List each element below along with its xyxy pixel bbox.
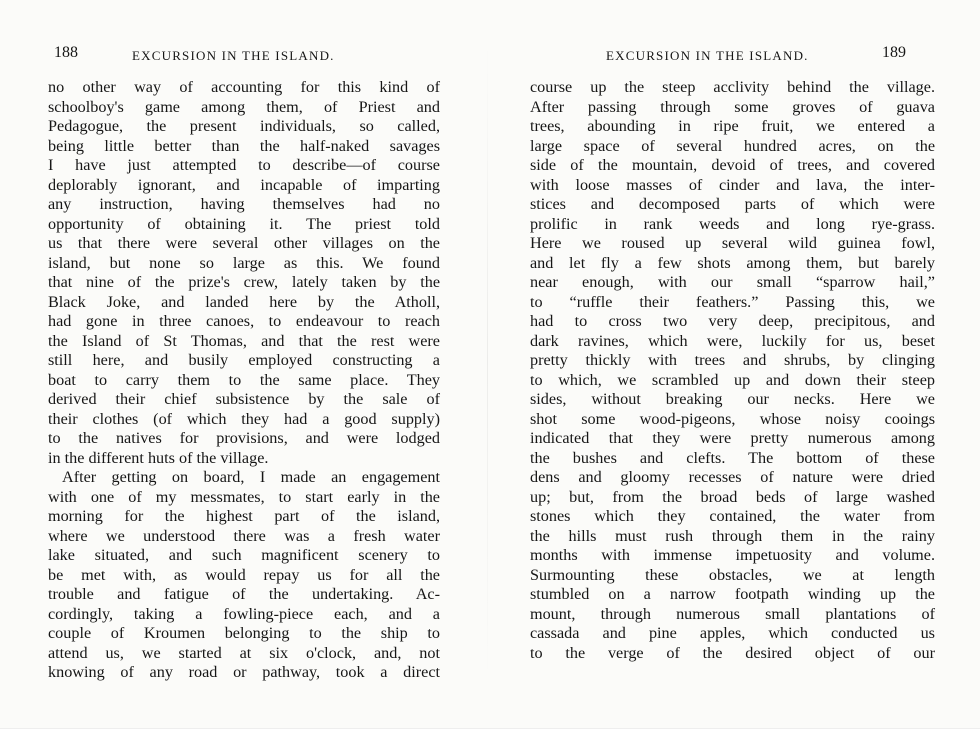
text-line: the bushes and clefts. The bottom of these [530, 448, 935, 467]
text-line: boat to carry them to the same place. They [48, 370, 440, 389]
text-line: to the natives for provisions, and were lodged [48, 429, 440, 447]
text-line: shot some wood-pigeons, whose noisy cooings [530, 409, 935, 428]
text-line: sides, without breaking our necks. Here we [530, 390, 935, 408]
text-line: their clothes (of which they had a good supply) [48, 409, 440, 428]
text-line: where we understood there was a fresh water [48, 526, 440, 545]
text-line: indicated that they were pretty numerous among [530, 429, 935, 447]
text-line: the hills must rush through them in the rainy [530, 526, 935, 545]
text-line: cassada and pine apples, which conducted us [530, 624, 935, 642]
text-line: I have just attempted to describe—of course [48, 156, 440, 174]
text-line: to “ruffle their feathers.” Passing this, we [530, 292, 935, 311]
text-line: stices and decomposed parts of which were [530, 195, 935, 213]
text-line: lake situated, and such magnificent scenery to [48, 546, 440, 564]
text-line: large space of several hundred acres, on the [530, 136, 935, 155]
right-page-header [530, 44, 935, 66]
text-line: that nine of the prize's crew, lately taken by the [48, 273, 440, 291]
left-page-header [48, 44, 440, 66]
text-line: in the different huts of the village. [48, 448, 269, 467]
text-line: After passing through some groves of guava [530, 97, 935, 116]
text-line: with one of my messmates, to start early in the [48, 487, 440, 506]
text-line: opportunity of obtaining it. The priest told [48, 214, 440, 233]
right-running-head: EXCURSION IN THE ISLAND. [606, 48, 809, 63]
right-page-body [530, 78, 935, 663]
text-line: up; but, from the broad beds of large washed [530, 487, 935, 506]
text-line: morning for the highest part of the island, [48, 507, 440, 525]
text-line: being little better than the half-naked savages [48, 136, 440, 155]
text-line: mount, through numerous small plantations of [530, 604, 935, 623]
text-line: deplorably ignorant, and incapable of imparting [48, 175, 440, 194]
text-line: near enough, with our small “sparrow hail,” [530, 273, 935, 291]
text-line: cordingly, taking a fowling-piece each, and a [48, 604, 440, 623]
left-running-head: EXCURSION IN THE ISLAND. [132, 48, 335, 63]
text-line: stumbled on a narrow footpath winding up the [530, 585, 935, 603]
text-line: prolific in rank weeds and long rye-grass. [530, 214, 935, 233]
text-line: pretty thickly with trees and shrubs, by clinging [530, 351, 935, 369]
text-line: with loose masses of cinder and lava, the inter- [530, 175, 935, 194]
text-line: dens and gloomy recesses of nature were dried [530, 468, 935, 486]
text-line: Black Joke, and landed here by the Atholl, [48, 292, 440, 311]
text-line: the Island of St Thomas, and that the rest were [48, 331, 440, 350]
text-line: months with immense impetuosity and volume. [530, 546, 935, 564]
text-line: had gone in three canoes, to endeavour to reach [48, 312, 440, 330]
text-line: any instruction, having themselves had no [48, 195, 440, 213]
text-line: no other way of accounting for this kind of [48, 78, 440, 96]
text-line: course up the steep acclivity behind the village. [530, 78, 935, 96]
text-line: island, but none so large as this. We found [48, 253, 440, 272]
text-line: be met with, as would repay us for all the [48, 565, 440, 584]
text-line: schoolboy's game among them, of Priest and [48, 97, 440, 116]
text-line: trouble and fatigue of the undertaking. Ac- [48, 585, 440, 603]
left-page-body [48, 78, 440, 683]
left-page-number: 188 [54, 44, 78, 61]
text-line: derived their chief subsistence by the sale of [48, 390, 440, 408]
book-gutter [487, 40, 488, 680]
text-line: trees, abounding in ripe fruit, we entered a [530, 117, 935, 135]
text-line: attend us, we started at six o'clock, and, not [48, 643, 440, 662]
text-line: still here, and busily employed constructing a [48, 351, 440, 369]
text-line: Here we roused up several wild guinea fowl, [530, 234, 935, 252]
text-line: to which, we scrambled up and down their steep [530, 370, 935, 389]
right-page-number: 189 [882, 44, 906, 61]
text-line: stones which they contained, the water from [530, 507, 935, 525]
text-line: side of the mountain, devoid of trees, and covered [530, 156, 935, 174]
text-line: couple of Kroumen belonging to the ship to [48, 624, 440, 642]
text-line: dark ravines, which were, luckily for us, beset [530, 331, 935, 350]
text-line: Surmounting these obstacles, we at length [530, 565, 935, 584]
text-line: Pedagogue, the present individuals, so called, [48, 117, 440, 135]
text-line: and let fly a few shots among them, but barely [530, 253, 935, 272]
text-line: to the verge of the desired object of our [530, 643, 935, 662]
text-line: had to cross two very deep, precipitous, and [530, 312, 935, 330]
text-line: knowing of any road or pathway, took a direct [48, 663, 440, 681]
text-line: us that there were several other villages on the [48, 234, 440, 252]
text-line: After getting on board, I made an engagement [62, 468, 440, 486]
